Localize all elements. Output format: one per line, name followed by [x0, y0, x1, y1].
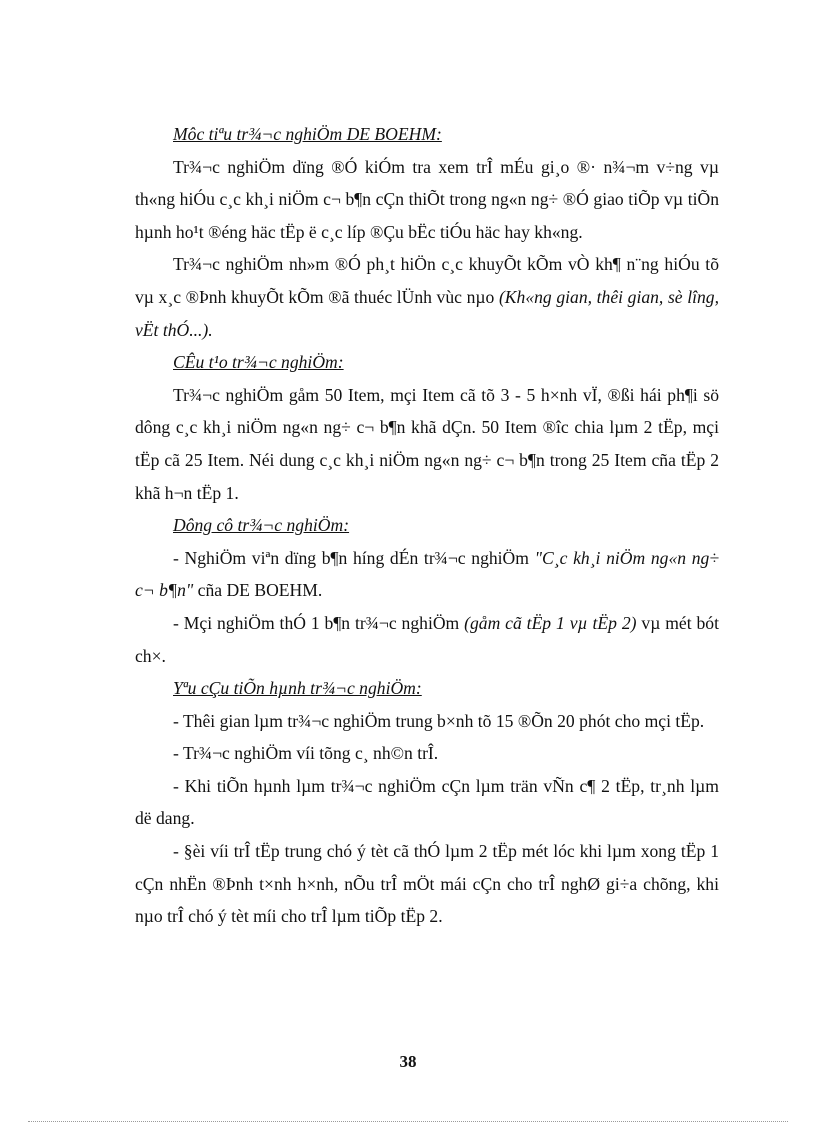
paragraph-italic-text: "C¸c kh¸i niÖm ng«n ng÷ c¬ b¶n": [135, 547, 719, 601]
paragraph-italic-text: (gåm cã tËp 1 vµ tËp 2): [464, 612, 637, 633]
footer-divider: [28, 1121, 788, 1122]
paragraph: [135, 770, 719, 835]
paragraph-italic-text: (Kh«ng gian, thêi gian, sè lîng, vËt thÓ...).: [135, 286, 719, 340]
paragraph: [135, 379, 719, 509]
section-heading-requirements: Yªu cÇu tiÕn hµnh tr¾¬c nghiÖm:: [173, 678, 422, 699]
paragraph-text: - NghiÖm viªn dïng b¶n híng dÉn tr¾¬c nghiÖm: [173, 547, 535, 568]
paragraph-text: - Thêi gian lµm tr¾¬c nghiÖm trung b×nh tõ 15 ®Õn 20 phót cho mçi tËp.: [173, 710, 705, 731]
section-heading-structure: CÊu t¹o tr¾¬c nghiÖm:: [173, 352, 344, 373]
paragraph: [135, 542, 719, 607]
paragraph-text: - Tr¾¬c nghiÖm víi tõng c¸ nh©n trÎ.: [173, 743, 439, 764]
document-body: [135, 118, 719, 933]
paragraph: [135, 737, 719, 770]
paragraph-text: - Mçi nghiÖm thÓ 1 b¶n tr¾¬c nghiÖm: [173, 612, 465, 633]
paragraph: [135, 151, 719, 249]
paragraph-text: - §èi víi trÎ tËp trung chó ý tèt cã thÓ lµm 2 tËp mét lóc khi lµm xong tËp 1 cÇn nhËn ®Þnh t×nh h×nh, nÕu trÎ mÖt mái cÇn cho trÎ nghØ gi÷a chõng, khi nµo trÎ chó ý tèt míi cho trÎ lµm tiÕp tËp 2.: [135, 841, 719, 927]
paragraph: [135, 248, 719, 346]
section-heading-tools: Dông cô tr¾¬c nghiÖm:: [173, 515, 350, 536]
paragraph: [135, 607, 719, 672]
paragraph-text: Tr¾¬c nghiÖm dïng ®Ó kiÓm tra xem trÎ mÉu gi¸o ®· n¾¬m v÷ng vµ th«ng hiÓu c¸c kh¸i niÖm c¬ b¶n cÇn thiÕt trong ng«n ng÷ ®Ó giao tiÕp vµ tiÕn hµnh ho¹t ®éng häc tËp ë c¸c líp ®Çu bËc tiÓu häc hay kh«ng.: [135, 156, 719, 242]
paragraph-text: - Khi tiÕn hµnh lµm tr¾¬c nghiÖm cÇn lµm trän vÑn c¶ 2 tËp, tr¸nh lµm dë dang.: [135, 775, 719, 829]
section-heading-objective: Môc tiªu tr¾¬c nghiÖm DE BOEHM:: [173, 124, 442, 144]
paragraph-text: vµ mét bót ch×.: [135, 612, 719, 666]
paragraph: [135, 835, 719, 933]
paragraph-text: cña DE BOEHM.: [193, 580, 323, 601]
page-number: 38: [399, 1052, 417, 1071]
paragraph-text: Tr¾¬c nghiÖm nh»m ®Ó ph¸t hiÖn c¸c khuyÕt kÕm vÒ kh¶ n¨ng hiÓu tõ vµ x¸c ®Þnh khuyÕt kÕm ®ã thuéc lÜnh vùc nµo: [135, 254, 719, 307]
paragraph-text: Tr¾¬c nghiÖm gåm 50 Item, mçi Item cã tõ 3 - 5 h×nh vÏ, ®ßi hái ph¶i sö dông c¸c kh¸i niÖm ng«n ng÷ c¬ b¶n khã dÇn. 50 Item ®îc chia lµm 2 tËp, mçi tËp cã 25 Item. Néi dung c¸c kh¸i niÖm ng«n ng÷ c¬ b¶n trong 25 Item cña tËp 2 khã h¬n tËp 1.: [135, 384, 719, 503]
paragraph: [135, 705, 719, 738]
